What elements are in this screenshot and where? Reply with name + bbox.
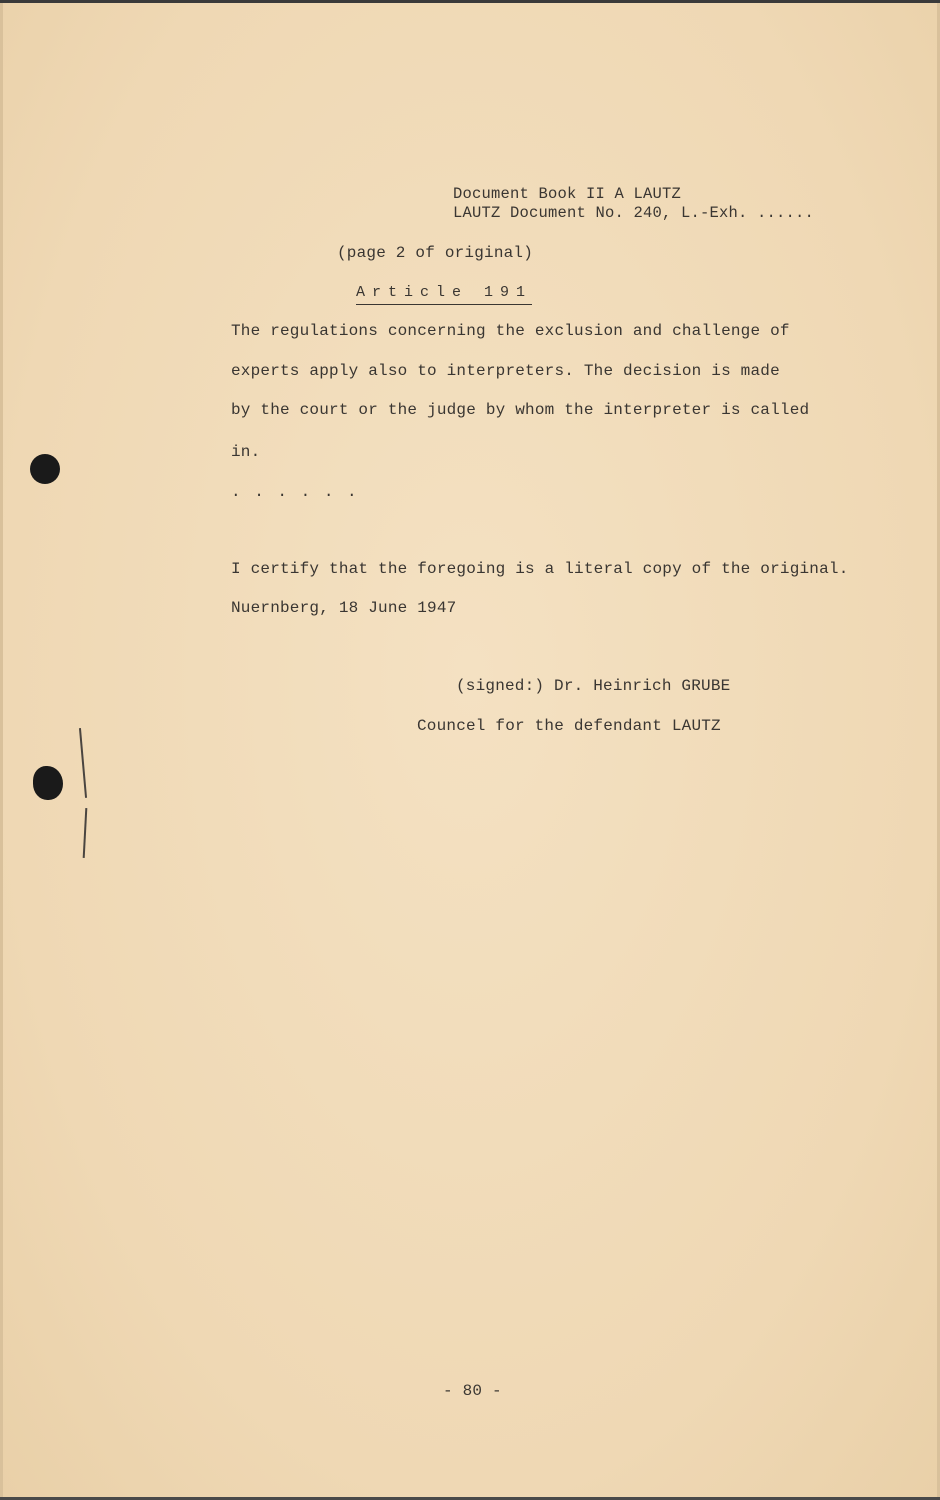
punch-hole-bottom xyxy=(33,766,63,800)
omission-dots: . . . . . . xyxy=(231,483,359,501)
punch-hole-top xyxy=(30,454,60,484)
body-line-1: The regulations concerning the exclusion and challenge of xyxy=(231,322,790,340)
place-and-date: Nuernberg, 18 June 1947 xyxy=(231,599,457,617)
document-number-line: LAUTZ Document No. 240, L.-Exh. ...... xyxy=(453,204,815,222)
article-title: Article 191 xyxy=(356,283,532,305)
body-line-3: by the court or the judge by whom the interpreter is called xyxy=(231,401,810,419)
signature-line: (signed:) Dr. Heinrich GRUBE xyxy=(456,677,731,695)
top-edge xyxy=(0,0,940,3)
document-book-line: Document Book II A LAUTZ xyxy=(453,185,682,203)
margin-line-lower xyxy=(83,808,87,858)
certification-statement: I certify that the foregoing is a literal copy of the original. xyxy=(231,560,849,578)
margin-line-upper xyxy=(79,728,87,798)
body-line-4: in. xyxy=(231,443,261,461)
signature-role: Councel for the defendant LAUTZ xyxy=(417,717,721,735)
page-number: - 80 - xyxy=(443,1382,502,1400)
page-reference: (page 2 of original) xyxy=(337,244,534,262)
body-line-2: experts apply also to interpreters. The decision is made xyxy=(231,362,780,380)
